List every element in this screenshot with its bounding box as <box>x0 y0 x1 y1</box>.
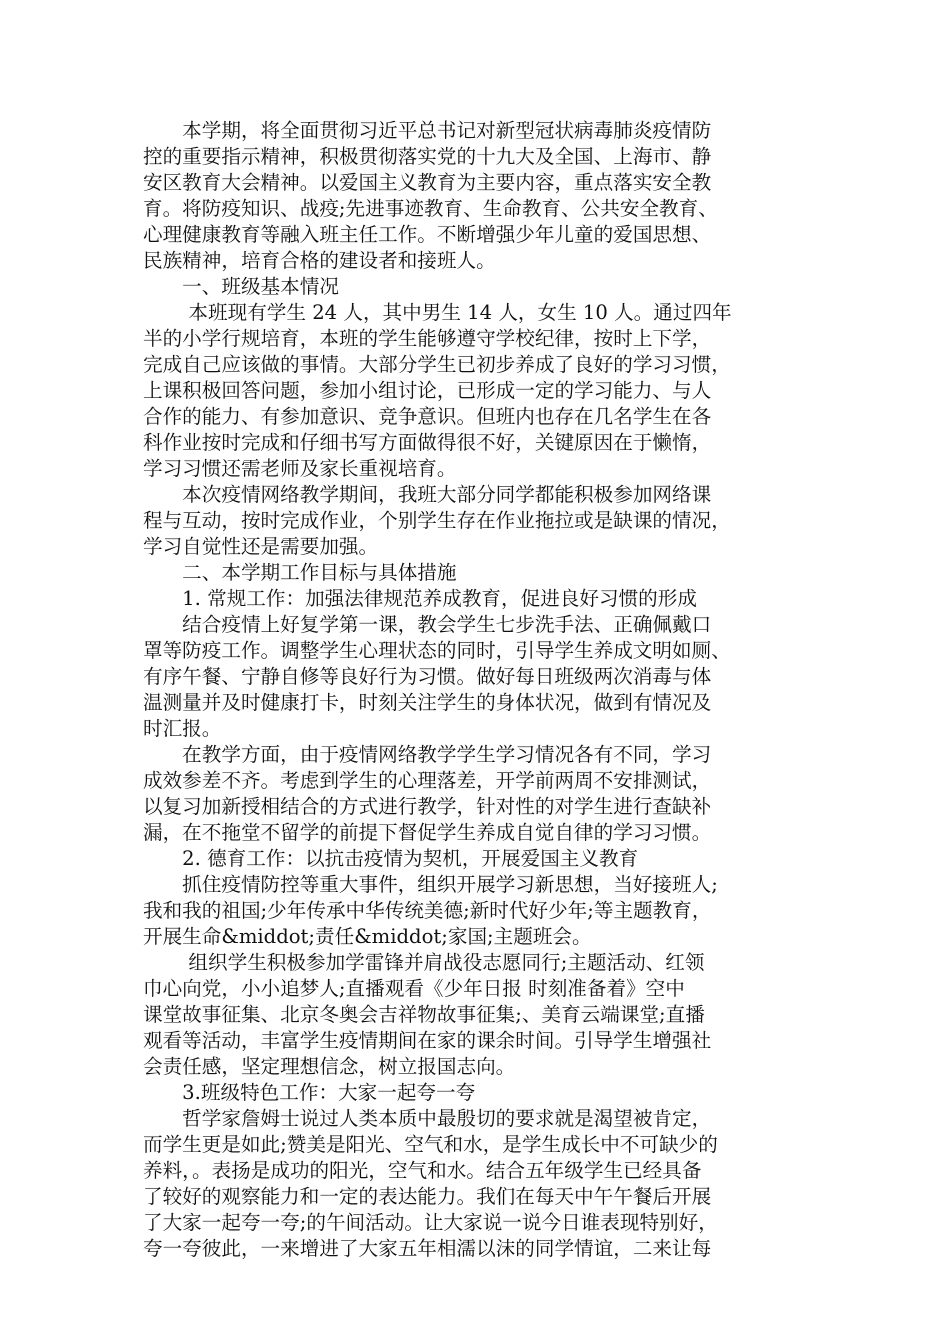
text-line: 养料，。表扬是成功的阳光，空气和水。结合五年级学生已经具备 <box>143 1159 702 1182</box>
text-line: 组织学生积极参加学雷锋并肩战役志愿同行;主题活动、红领 <box>143 951 705 974</box>
text-line: 本次疫情网络教学期间，我班大部分同学都能积极参加网络课 <box>143 483 712 506</box>
text-line: 以复习加新授相结合的方式进行教学，针对性的对学生进行查缺补 <box>143 795 712 818</box>
text-line: 本班现有学生 24 人，其中男生 14 人，女生 10 人。通过四年 <box>143 301 732 324</box>
text-line: 夸一夸彼此，一来增进了大家五年相濡以沫的同学情谊，二来让每 <box>143 1237 712 1260</box>
text-line: 科作业按时完成和仔细书写方面做得很不好，关键原因在于懒惰， <box>143 431 712 454</box>
text-line: 巾心向党，小小追梦人;直播观看《少年日报 时刻准备着》空中 <box>143 977 685 1000</box>
text-line: 结合疫情上好复学第一课，教会学生七步洗手法、正确佩戴口 <box>143 613 712 636</box>
text-line: 会责任感，坚定理想信念，树立报国志向。 <box>143 1055 516 1078</box>
text-line: 合作的能力、有参加意识、竞争意识。但班内也存在几名学生在各 <box>143 405 712 428</box>
text-line: 育。将防疫知识、战疫;先进事迹教育、生命教育、公共安全教育、 <box>143 197 718 220</box>
text-line: 了较好的观察能力和一定的表达能力。我们在每天中午午餐后开展 <box>143 1185 712 1208</box>
text-line: 安区教育大会精神。以爱国主义教育为主要内容，重点落实安全教 <box>143 171 712 194</box>
text-line: 学习自觉性还是需要加强。 <box>143 535 379 558</box>
text-line: 控的重要指示精神，积极贯彻落实党的十九大及全国、上海市、静 <box>143 145 712 168</box>
section-heading: 一、班级基本情况 <box>143 275 339 298</box>
text-line: 程与互动，按时完成作业，个别学生存在作业拖拉或是缺课的情况， <box>143 509 731 532</box>
text-line: 我和我的祖国;少年传承中华传统美德;新时代好少年;等主题教育， <box>143 899 712 922</box>
text-line: 民族精神，培育合格的建设者和接班人。 <box>143 249 496 272</box>
subsection-heading: 2. 德育工作：以抗击疫情为契机，开展爱国主义教育 <box>143 847 639 870</box>
text-line: 成效参差不齐。考虑到学生的心理落差，开学前两周不安排测试， <box>143 769 712 792</box>
text-line: 哲学家詹姆士说过人类本质中最殷切的要求就是渴望被肯定， <box>143 1107 712 1130</box>
text-line: 上课积极回答问题，参加小组讨论，已形成一定的学习能力、与人 <box>143 379 712 402</box>
section-heading: 二、本学期工作目标与具体措施 <box>143 561 457 584</box>
text-line: 而学生更是如此;赞美是阳光、空气和水，是学生成长中不可缺少的 <box>143 1133 718 1156</box>
text-line: 漏，在不拖堂不留学的前提下督促学生养成自觉自律的学习习惯。 <box>143 821 712 844</box>
text-line: 开展生命&middot;责任&middot;家国;主题班会。 <box>143 925 592 948</box>
text-line: 观看等活动，丰富学生疫情期间在家的课余时间。引导学生增强社 <box>143 1029 712 1052</box>
subsection-heading: 1. 常规工作：加强法律规范养成教育，促进良好习惯的形成 <box>143 587 697 610</box>
text-line: 完成自己应该做的事情。大部分学生已初步养成了良好的学习习惯， <box>143 353 731 376</box>
text-line: 心理健康教育等融入班主任工作。不断增强少年儿童的爱国思想、 <box>143 223 712 246</box>
text-line: 本学期，将全面贯彻习近平总书记对新型冠状病毒肺炎疫情防 <box>143 119 712 142</box>
document-body <box>143 118 807 1262</box>
text-line: 抓住疫情防控等重大事件，组织开展学习新思想，当好接班人; <box>143 873 718 896</box>
text-line: 时汇报。 <box>143 717 222 740</box>
text-line: 学习习惯还需老师及家长重视培育。 <box>143 457 457 480</box>
text-line: 在教学方面，由于疫情网络教学学生学习情况各有不同，学习 <box>143 743 712 766</box>
text-line: 有序午餐、宁静自修等良好行为习惯。做好每日班级两次消毒与体 <box>143 665 712 688</box>
text-line: 温测量并及时健康打卡，时刻关注学生的身体状况，做到有情况及 <box>143 691 712 714</box>
text-line: 课堂故事征集、北京冬奥会吉祥物故事征集;、美育云端课堂;直播 <box>143 1003 705 1026</box>
text-line: 半的小学行规培育，本班的学生能够遵守学校纪律，按时上下学， <box>143 327 712 350</box>
text-line: 了大家一起夸一夸;的午间活动。让大家说一说今日谁表现特别好， <box>143 1211 718 1234</box>
text-line: 罩等防疫工作。调整学生心理状态的同时，引导学生养成文明如厕、 <box>143 639 731 662</box>
subsection-heading: 3.班级特色工作：大家一起夸一夸 <box>143 1081 476 1104</box>
